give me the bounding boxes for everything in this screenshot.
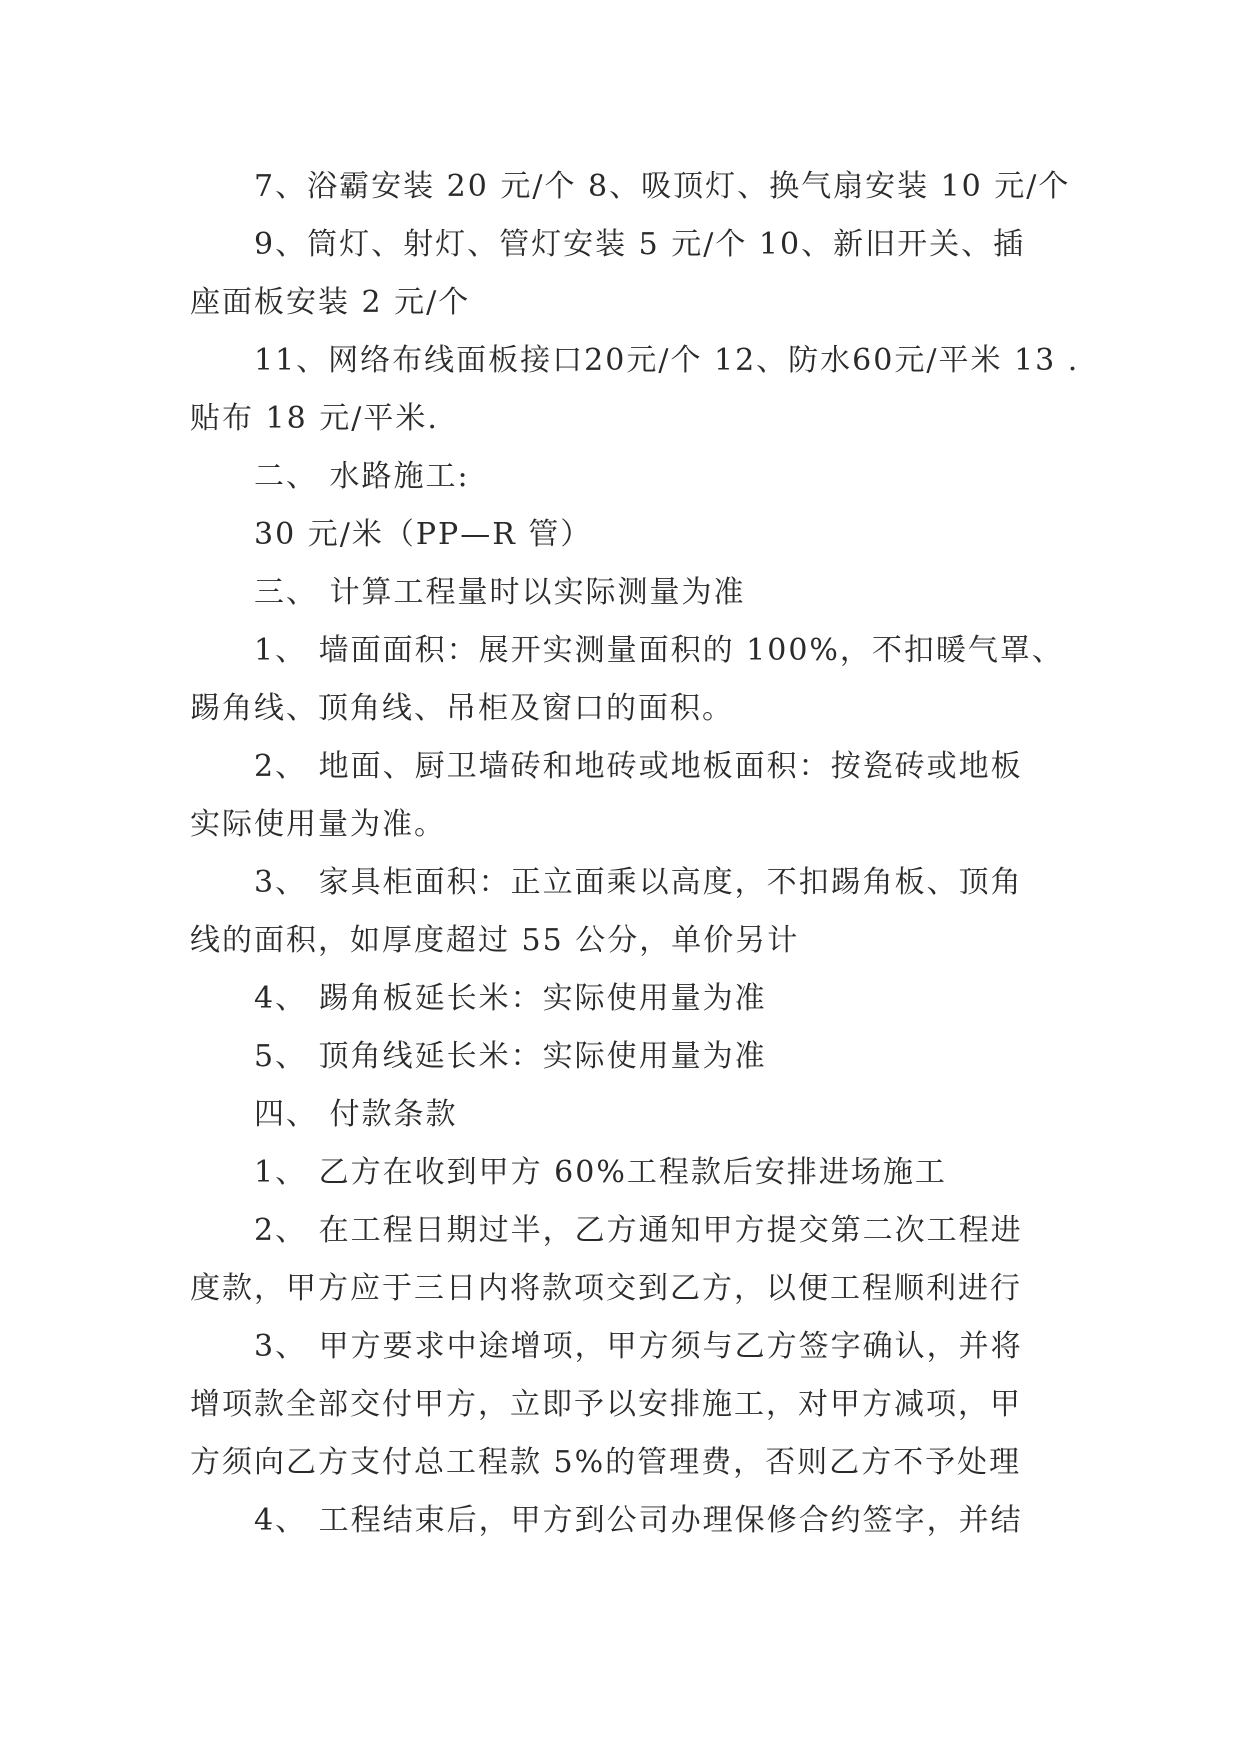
text-line-20: 度款，甲方应于三日内将款项交到乙方，以便工程顺利进行: [190, 1271, 1022, 1306]
text-line-7: 30 元/米（PP—R 管）: [254, 517, 593, 552]
text-line-10: 踢角线、顶角线、吊柜及窗口的面积。: [190, 691, 734, 726]
text-line-13: 3、 家具柜面积：正立面乘以高度，不扣踢角板、顶角: [254, 865, 1023, 900]
text-line-11: 2、 地面、厨卫墙砖和地砖或地板面积：按瓷砖或地板: [254, 749, 1023, 784]
text-line-1: 7、浴霸安装 20 元/个 8、吸顶灯、换气扇安装 10 元/个: [254, 169, 1071, 204]
text-line-5: 贴布 18 元/平米.: [190, 401, 439, 436]
text-line-19: 2、 在工程日期过半，乙方通知甲方提交第二次工程进: [254, 1213, 1023, 1248]
section-heading-measurement: 三、 计算工程量时以实际测量为准: [254, 575, 746, 610]
text-line-23: 方须向乙方支付总工程款 5%的管理费，否则乙方不予处理: [190, 1445, 1022, 1480]
text-line-15: 4、 踢角板延长米：实际使用量为准: [254, 981, 767, 1016]
text-line-16: 5、 顶角线延长米：实际使用量为准: [254, 1039, 767, 1074]
text-line-9: 1、 墙面面积：展开实测量面积的 100%，不扣暖气罩、: [254, 633, 1064, 668]
section-heading-payment: 四、 付款条款: [254, 1097, 458, 1132]
text-line-24: 4、 工程结束后，甲方到公司办理保修合约签字，并结: [254, 1503, 1023, 1538]
text-line-22: 增项款全部交付甲方，立即予以安排施工，对甲方减项，甲: [190, 1387, 1022, 1422]
text-line-2: 9、筒灯、射灯、管灯安装 5 元/个 10、新旧开关、插: [254, 227, 1026, 262]
text-line-4: 11、网络布线面板接口20元/个 12、防水60元/平米 13 .: [254, 343, 1080, 378]
text-line-18: 1、 乙方在收到甲方 60%工程款后安排进场施工: [254, 1155, 947, 1190]
text-line-3: 座面板安装 2 元/个: [190, 285, 471, 320]
text-line-14: 线的面积，如厚度超过 55 公分，单价另计: [190, 923, 800, 958]
text-line-21: 3、 甲方要求中途增项，甲方须与乙方签字确认，并将: [254, 1329, 1023, 1364]
document-body: [190, 158, 1080, 1550]
section-heading-water: 二、 水路施工:: [254, 459, 470, 494]
text-line-12: 实际使用量为准。: [190, 807, 446, 842]
